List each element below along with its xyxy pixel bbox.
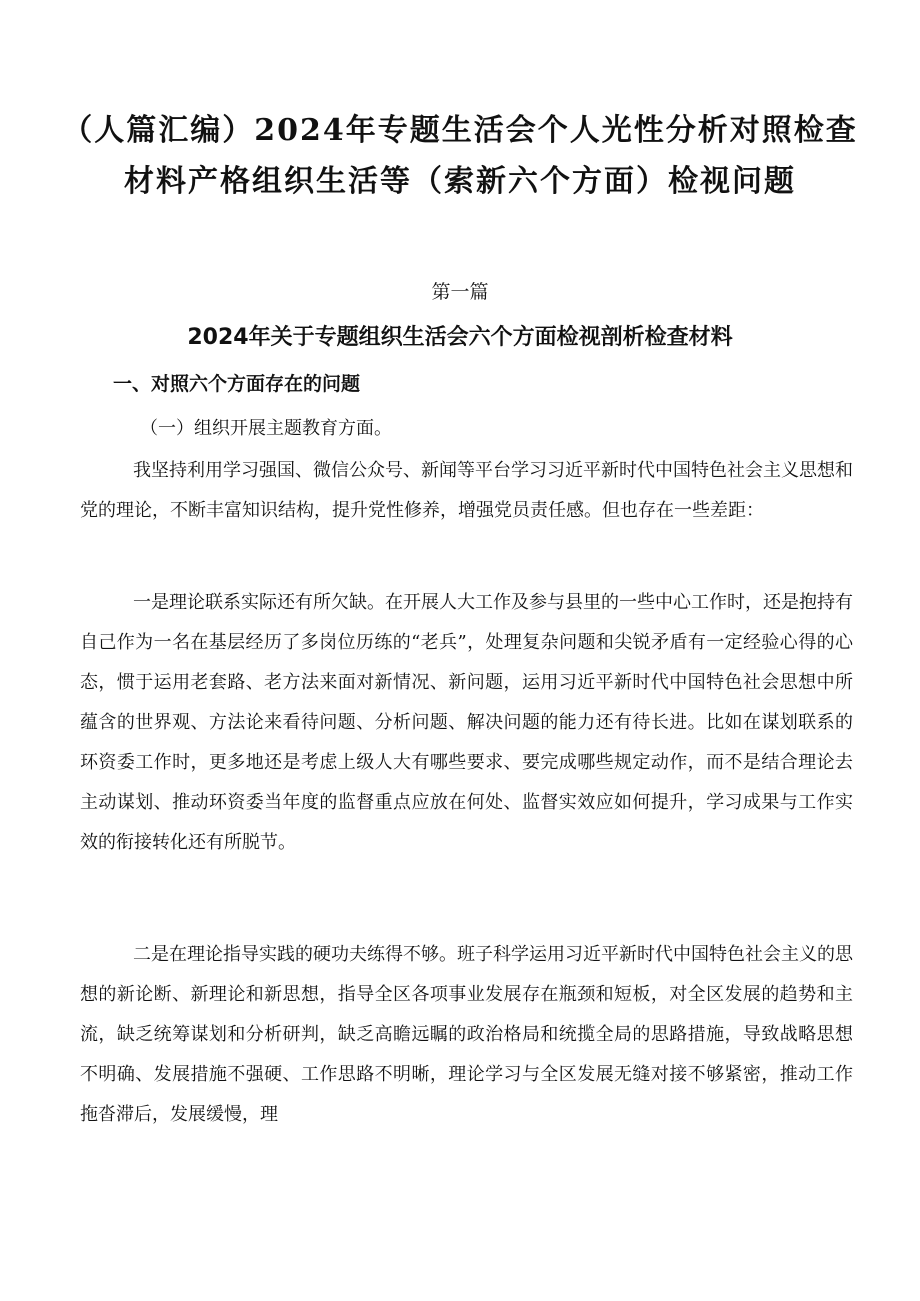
paragraph-1: 我坚持利用学习强国、微信公众号、新闻等平台学习习近平新时代中国特色社会主义思想和党的理论，不断丰富知识结构，提升党性修养，增强党员责任感。但也存在一些差距： xyxy=(80,460,853,521)
document-title-line-1: （人篇汇编）2024年专题生活会个人光性分析对照检查 xyxy=(62,113,858,148)
section-heading: 一、对照六个方面存在的问题 xyxy=(113,373,361,395)
part-title: 2024年关于专题组织生活会六个方面检视剖析检查材料 xyxy=(187,325,733,350)
part-label: 第一篇 xyxy=(431,281,489,303)
sub-heading: （一）组织开展主题教育方面。 xyxy=(140,418,392,439)
document-title-line-2: 材料产格组织生活等（索新六个方面）检视问题 xyxy=(124,164,796,199)
paragraph-3: 二是在理论指导实践的硬功夫练得不够。班子科学运用习近平新时代中国特色社会主义的思想的新论断、新理论和新思想，指导全区各项事业发展存在瓶颈和短板，对全区发展的趋势和主流，缺乏统筹谋划和分析研判，缺乏高瞻远瞩的政治格局和统揽全局的思路措施，导致战略思想不明确、发展措施不强硬、工作思路不明晰，理论学习与全区发展无缝对接不够紧密，推动工作拖沓滞后，发展缓慢，理 xyxy=(80,944,853,1125)
paragraph-2: 一是理论联系实际还有所欠缺。在开展人大工作及参与县里的一些中心工作时，还是抱持有自己作为一名在基层经历了多岗位历练的“老兵”，处理复杂问题和尖锐矛盾有一定经验心得的心态，惯于运用老套路、老方法来面对新情况、新问题，运用习近平新时代中国特色社会思想中所蕴含的世界观、方法论来看待问题、分析问题、解决问题的能力还有待长进。比如在谋划联系的环资委工作时，更多地还是考虑上级人大有哪些要求、要完成哪些规定动作，而不是结合理论去主动谋划、推动环资委当年度的监督重点应放在何处、监督实效应如何提升，学习成果与工作实效的衔接转化还有所脱节。 xyxy=(80,592,853,853)
